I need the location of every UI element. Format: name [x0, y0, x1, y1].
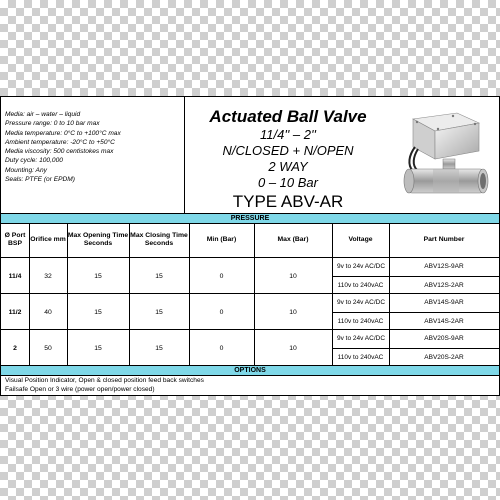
table-header: [1, 223, 499, 257]
spec-line: Ambient temperature: -20°C to +50°C: [5, 138, 115, 146]
port-size: 2: [13, 344, 17, 352]
spec-line: Seals: PTFE (or EPDM): [5, 176, 75, 184]
voltage: 110v to 240vAC: [332, 348, 389, 366]
grid-line: [389, 223, 390, 365]
spec-line: Duty cycle: 100,000: [5, 157, 63, 165]
max-bar: 10: [289, 344, 297, 352]
column-header: Voltage: [348, 235, 373, 243]
part-number: ABV14S-9AR: [424, 299, 464, 307]
grid-line: [129, 223, 130, 365]
table-row: [1, 257, 499, 294]
pressure-header-bar: PRESSURE: [1, 213, 499, 224]
part-number: ABV20S-9AR: [424, 335, 464, 343]
column-header: Part Number: [423, 235, 465, 243]
way-count: 2 WAY: [268, 159, 308, 174]
voltage: 110v to 240vAC: [332, 312, 389, 330]
part-number: ABV14S-2AR: [389, 312, 499, 330]
column-header: Max Opening Time Seconds: [67, 231, 129, 247]
orifice: 50: [44, 344, 52, 352]
page-title: Actuated Ball Valve: [209, 107, 367, 126]
title-block: [185, 107, 391, 212]
orifice: 40: [44, 308, 52, 316]
column-header: Orifice mm: [30, 235, 66, 243]
table-row: [1, 293, 499, 330]
opening-time: 15: [94, 308, 102, 316]
column-header: Ø Port BSP: [4, 231, 26, 247]
option-item: Failsafe Open or 3 wire (power open/power closed): [5, 385, 155, 393]
voltage: 9v to 24v AC/DC: [336, 335, 386, 343]
valve-function: N/CLOSED + N/OPEN: [222, 143, 354, 158]
options-list: [5, 377, 204, 394]
max-bar: 10: [289, 272, 297, 280]
port-size: 11/4: [8, 272, 22, 280]
spec-line: Media temperature: 0°C to +100°C max: [5, 129, 121, 137]
part-number: ABV12S-9AR: [424, 263, 464, 271]
media-specs: [5, 110, 185, 184]
voltage: 110v to 240vAC: [332, 276, 389, 294]
column-header: Max (Bar): [277, 235, 309, 243]
grid-line: [189, 223, 190, 365]
min-bar: 0: [219, 344, 224, 352]
voltage: 9v to 24v AC/DC: [336, 263, 386, 271]
grid-line: [254, 223, 255, 365]
orifice: 32: [44, 272, 52, 280]
spec-sheet: [0, 96, 500, 396]
max-bar: 10: [289, 308, 297, 316]
opening-time: 15: [94, 272, 102, 280]
pressure-range: 0 – 10 Bar: [258, 175, 318, 190]
part-number: ABV12S-2AR: [389, 276, 499, 294]
grid-line: [332, 223, 333, 365]
spec-line: Mounting: Any: [5, 166, 47, 174]
type-code: TYPE ABV-AR: [232, 192, 344, 211]
closing-time: 15: [155, 308, 163, 316]
voltage: 9v to 24v AC/DC: [336, 299, 386, 307]
grid-line: [29, 223, 30, 365]
spec-line: Media: air – water – liquid: [5, 111, 81, 118]
grid-line: [67, 223, 68, 365]
options-header-bar: OPTIONS: [1, 365, 499, 376]
closing-time: 15: [155, 272, 163, 280]
spec-line: Pressure range: 0 to 10 bar max: [5, 120, 100, 128]
column-header: Max Closing Time Seconds: [130, 231, 188, 247]
valve-image: [395, 107, 495, 207]
opening-time: 15: [94, 344, 102, 352]
header-section: [1, 97, 499, 213]
part-number: ABV20S-2AR: [389, 348, 499, 366]
column-header: Min (Bar): [206, 235, 237, 243]
port-size: 11/2: [8, 308, 22, 316]
min-bar: 0: [219, 272, 224, 280]
min-bar: 0: [219, 308, 224, 316]
option-item: Visual Position Indicator, Open & closed position feed back switches: [5, 377, 204, 384]
closing-time: 15: [155, 344, 163, 352]
table-row: [1, 329, 499, 366]
size-range: 11/4'' – 2'': [260, 127, 316, 142]
spec-line: Media viscosity: 500 centistokes max: [5, 148, 114, 156]
